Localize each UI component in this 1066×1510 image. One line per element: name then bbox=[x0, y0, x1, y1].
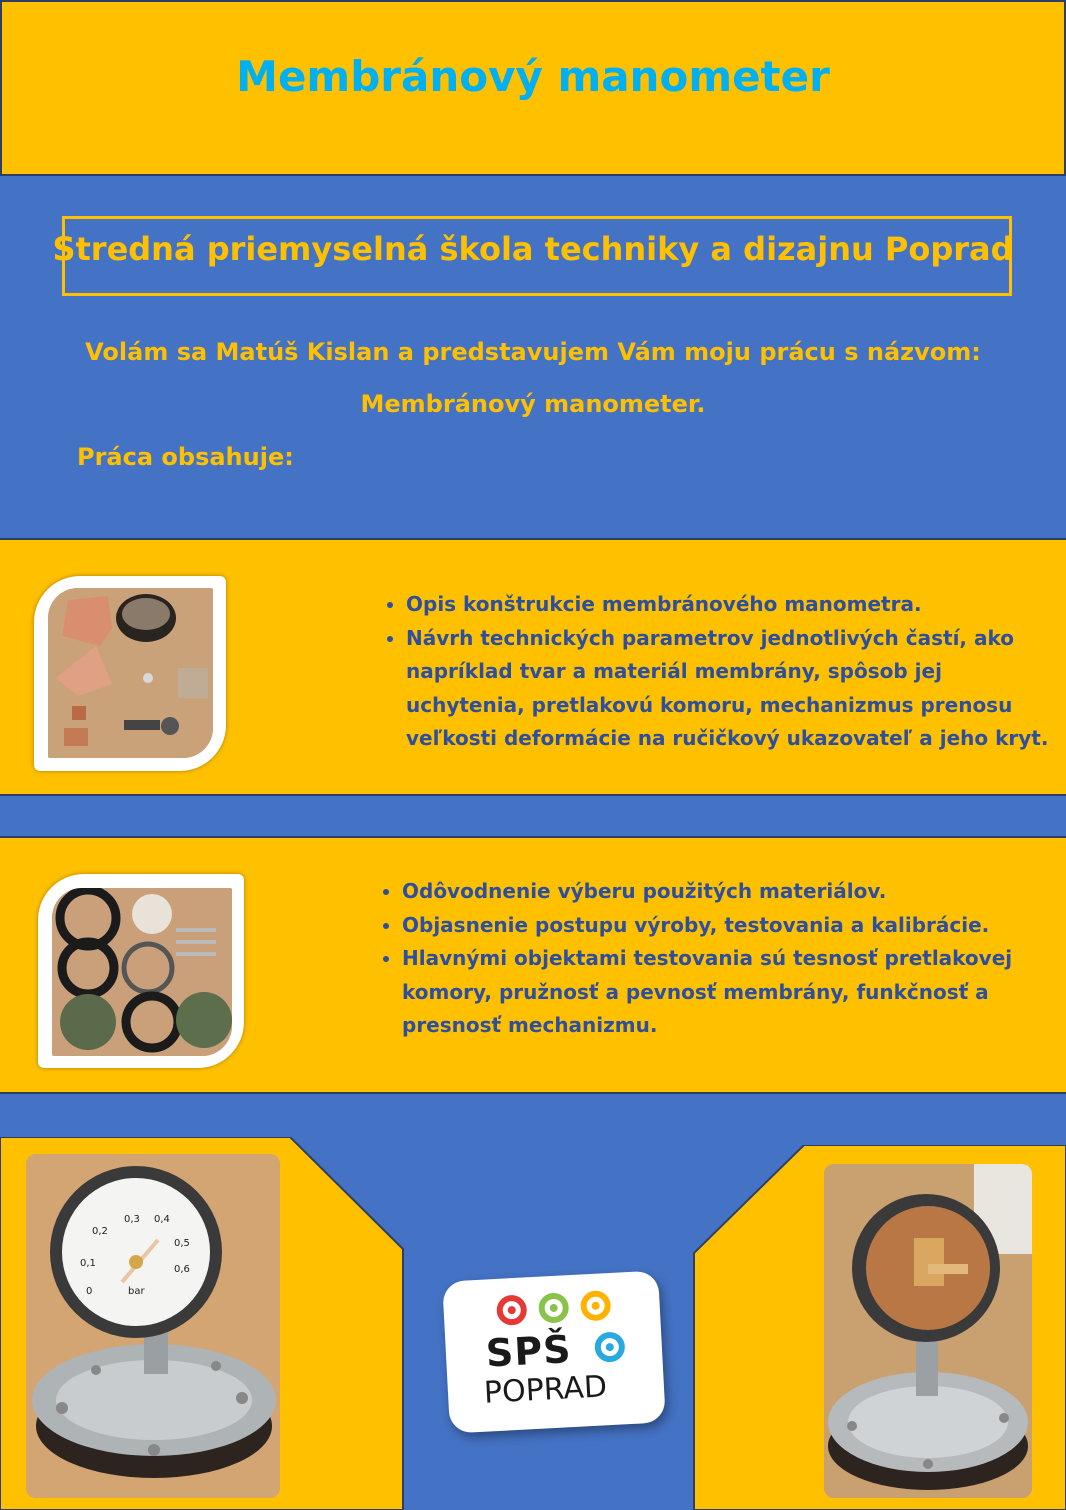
page-title: Membránový manometer bbox=[236, 52, 830, 101]
logo-circles bbox=[493, 1286, 625, 1333]
sps-poprad-logo bbox=[442, 1270, 666, 1433]
list-item: • Odôvodnenie výberu použitých materiálov. bbox=[402, 875, 1052, 909]
photo-copper-parts bbox=[48, 588, 213, 758]
list-item: • Hlavnými objektami testovania sú tesnosť pretlakovej komory, pružnosť a pevnosť membrány, funkčnosť a presnosť mechanizmu. bbox=[402, 942, 1052, 1043]
gauge-scale-label: 0,6 bbox=[174, 1264, 190, 1275]
list-item: • Opis konštrukcie membránového manometra. bbox=[406, 588, 1056, 622]
list-section-2 bbox=[372, 875, 1052, 1043]
gauge-scale-label: 0,4 bbox=[154, 1214, 170, 1225]
intro-line: Volám sa Matúš Kislan a predstavujem Vám moju prácu s názvom: bbox=[85, 338, 981, 366]
list-item: • Objasnenie postupu výroby, testovania a kalibrácie. bbox=[402, 909, 1052, 943]
list-section-1 bbox=[376, 588, 1056, 756]
logo-circle-blue bbox=[591, 1328, 629, 1366]
logo-text-sps: SPŠ bbox=[484, 1327, 573, 1376]
gauge-scale-label: 0,2 bbox=[92, 1226, 108, 1237]
list-item: • Návrh technických parametrov jednotlivých častí, ako napríklad tvar a materiál membrány, spôsob jej uchytenia, pretlakovú komoru, mechanizmus prenosu veľkosti deformácie na ručičkový ukazovateľ a jeho kryt. bbox=[406, 622, 1056, 756]
work-title: Membránový manometer. bbox=[360, 390, 706, 418]
logo-text-poprad: POPRAD bbox=[483, 1369, 608, 1411]
photo-open-manometer bbox=[824, 1164, 1032, 1498]
school-name: Stredná priemyselná škola techniky a dizajnu Poprad bbox=[52, 230, 1014, 268]
gauge-scale-label: 0 bbox=[86, 1286, 93, 1297]
gauge-scale-label: 0,3 bbox=[124, 1214, 140, 1225]
photo-assembled-manometer bbox=[26, 1154, 280, 1498]
gauge-scale-label: 0,5 bbox=[174, 1238, 190, 1249]
photo-gaskets bbox=[52, 888, 232, 1056]
contents-heading: Práca obsahuje: bbox=[77, 443, 294, 471]
gauge-unit-label: bar bbox=[128, 1286, 145, 1297]
gauge-scale-label: 0,1 bbox=[80, 1258, 96, 1269]
